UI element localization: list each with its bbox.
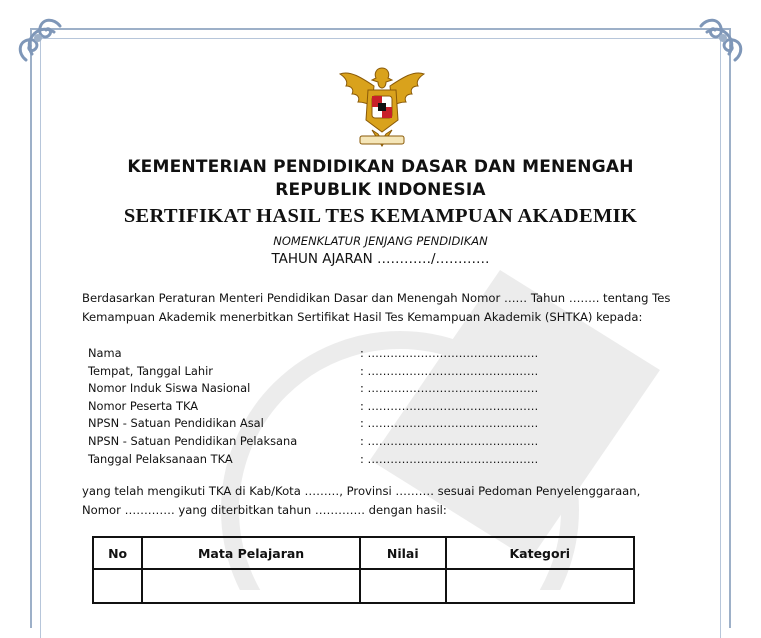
closing-line: Nomor …………. yang diterbitkan tahun …………. dengan hasil: xyxy=(82,503,447,517)
table-row xyxy=(93,569,634,603)
column-header-no: No xyxy=(93,537,142,569)
intro-paragraph xyxy=(82,289,702,327)
academic-year: TAHUN AJARAN …………/………… xyxy=(271,251,490,267)
column-header-subject: Mata Pelajaran xyxy=(142,537,360,569)
table-header-row xyxy=(93,537,634,569)
closing-paragraph xyxy=(82,482,702,520)
field-label: Nomor Peserta TKA xyxy=(88,398,199,413)
table-cell xyxy=(360,569,446,603)
column-header-category: Kategori xyxy=(446,537,634,569)
field-value: : ……………………………………… xyxy=(360,416,539,431)
table-cell xyxy=(142,569,360,603)
field-value: : ……………………………………… xyxy=(360,433,539,448)
field-label: Nomor Induk Siswa Nasional xyxy=(88,381,251,396)
closing-line: yang telah mengikuti TKA di Kab/Kota ………, Provinsi ………. sesuai Pedoman Penyelenggaraan, xyxy=(82,484,641,498)
field-row-nisn xyxy=(88,380,539,398)
field-row-npsn-origin xyxy=(88,415,539,433)
field-row-npsn-host xyxy=(88,433,539,451)
field-value: : ……………………………………… xyxy=(360,363,539,378)
field-value: : ……………………………………… xyxy=(360,346,539,360)
field-value: : ……………………………………… xyxy=(360,451,539,466)
field-value: : ……………………………………… xyxy=(360,398,539,413)
results-table xyxy=(92,536,635,604)
ministry-title: KEMENTERIAN PENDIDIKAN DASAR DAN MENENGAH xyxy=(127,157,634,177)
republic-title: REPUBLIK INDONESIA xyxy=(275,180,486,200)
field-label: NPSN - Satuan Pendidikan Asal xyxy=(88,416,264,431)
participant-details xyxy=(88,345,539,468)
intro-line: Kemampuan Akademik menerbitkan Sertifikat Hasil Tes Kemampuan Akademik (SHTKA) kepada: xyxy=(82,310,643,324)
field-value: : ……………………………………… xyxy=(360,381,539,396)
certificate-title: SERTIFIKAT HASIL TES KEMAMPUAN AKADEMIK xyxy=(123,205,638,227)
field-label: NPSN - Satuan Pendidikan Pelaksana xyxy=(88,433,298,448)
education-level-nomenclature: NOMENKLATUR JENJANG PENDIDIKAN xyxy=(273,234,488,248)
table-cell xyxy=(446,569,634,603)
column-header-score: Nilai xyxy=(360,537,446,569)
field-label: Tempat, Tanggal Lahir xyxy=(88,363,213,378)
field-row-birth xyxy=(88,363,539,381)
corner-ornament-icon xyxy=(14,14,74,74)
field-label: Nama xyxy=(88,346,122,360)
field-row-test-date xyxy=(88,451,539,469)
table-cell xyxy=(93,569,142,603)
garuda-emblem-icon xyxy=(336,60,428,152)
field-row-participant-number xyxy=(88,398,539,416)
intro-line: Berdasarkan Peraturan Menteri Pendidikan Dasar dan Menengah Nomor …… Tahun …….. tentang Tes xyxy=(82,291,671,305)
field-row-name xyxy=(88,345,539,363)
field-label: Tanggal Pelaksanaan TKA xyxy=(88,451,233,466)
corner-ornament-icon xyxy=(687,14,747,74)
